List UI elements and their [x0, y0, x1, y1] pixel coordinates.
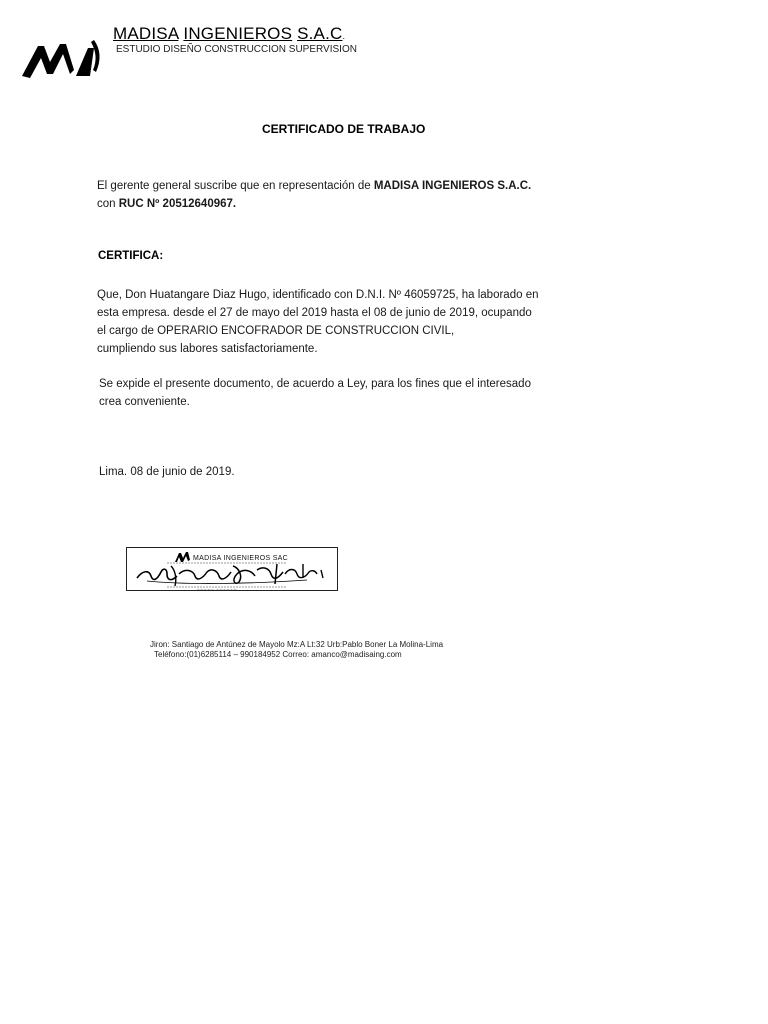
- footer-address: Jiron: Santiago de Antúnez de Mayolo Mz:A Lt:32 Urb:Pablo Boner La Molina-Lima: [150, 640, 444, 649]
- body-line: Que, Don Huatangare Diaz Hugo, identificado con D.N.I. Nº 46059725, ha laborado en: [97, 289, 539, 301]
- footer-contact: [150, 640, 443, 660]
- body-line: el cargo de OPERARIO ENCOFRADOR DE CONSTRUCCION CIVIL,: [97, 325, 455, 337]
- company-name: MADISA INGENIEROS S.A.C.: [113, 24, 346, 43]
- body-line: esta empresa. desde el 27 de mayo del 2019 hasta el 08 de junio de 2019, ocupando: [97, 307, 532, 319]
- closing-paragraph: Se expide el presente documento, de acuerdo a Ley, para los fines que el interesado crea conveniente.: [99, 378, 531, 408]
- svg-text:MADISA INGENIEROS SAC: MADISA INGENIEROS SAC: [193, 555, 288, 562]
- svg-text:~~~~~ ~~~~~~: ~~~~~ ~~~~~~: [197, 588, 238, 591]
- signature-stamp: [126, 547, 338, 591]
- company-logo: [20, 36, 106, 82]
- footer-phone-email: Teléfono:(01)6285114 – 990184952 Correo: amanco@madisaing.com: [154, 650, 402, 659]
- intro-paragraph: El gerente general suscribe que en representación de MADISA INGENIEROS S.A.C. con RUC Nº 20512640967.: [97, 180, 532, 210]
- place-date: Lima. 08 de junio de 2019.: [99, 466, 235, 478]
- company-subtitle: ESTUDIO DISEÑO CONSTRUCCION SUPERVISION: [116, 44, 357, 55]
- certifica-heading: CERTIFICA:: [98, 250, 164, 262]
- signature-image: [127, 548, 338, 591]
- body-line: cumpliendo sus labores satisfactoriamente.: [97, 343, 318, 355]
- document-title: CERTIFICADO DE TRABAJO: [262, 122, 426, 136]
- certification-body: [97, 286, 653, 358]
